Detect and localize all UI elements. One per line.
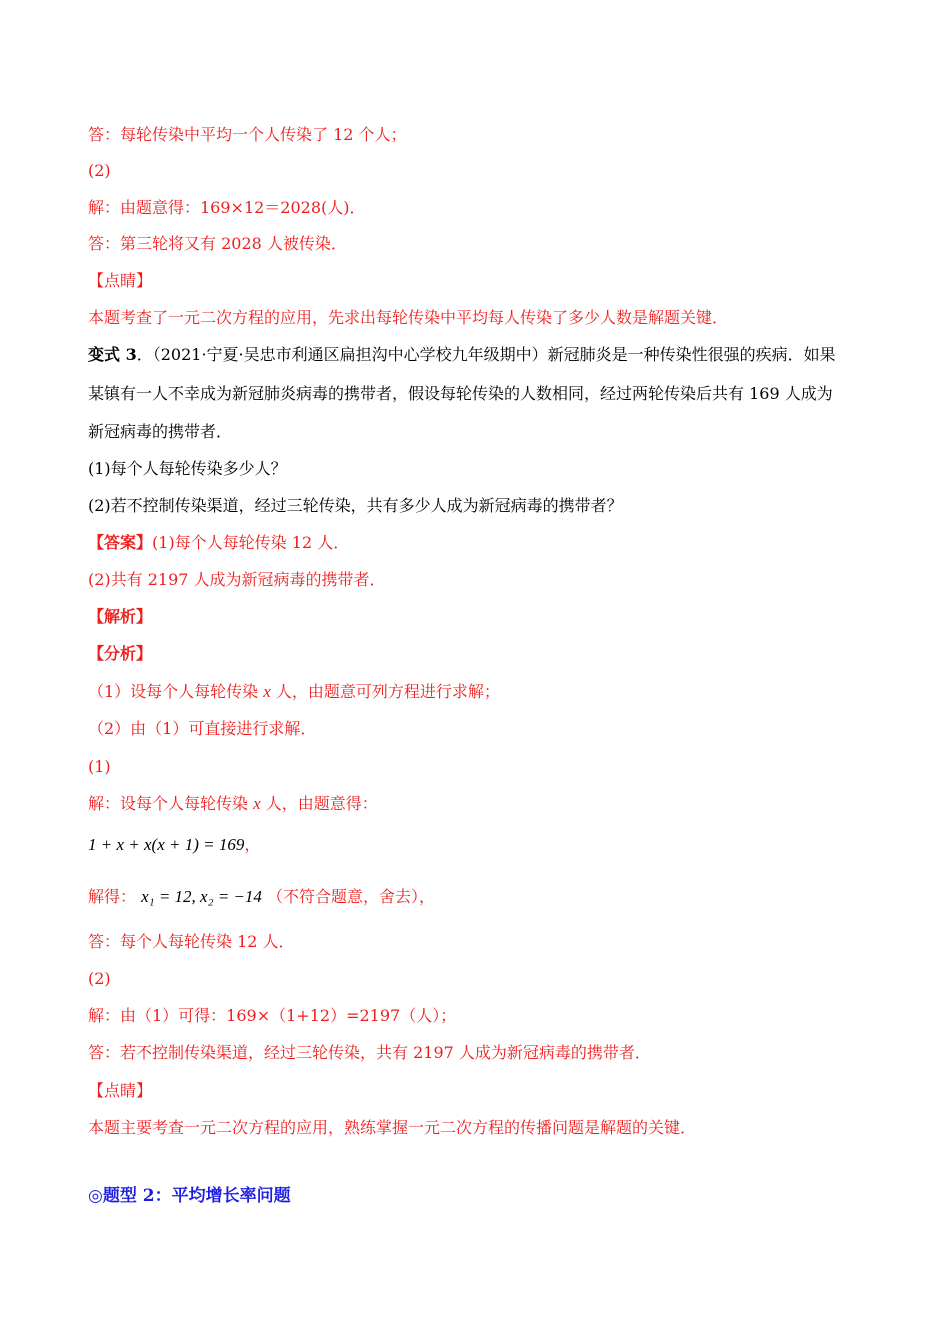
equation-line	[88, 834, 260, 856]
dianjing-text-1: 本题考查了一元二次方程的应用，先求出每轮传染中平均每人传染了多少人数是解题关键．	[88, 308, 729, 327]
roots-equation: x₁ = 12, x₂ = −14	[141, 887, 262, 906]
answer-1: (1)每个人每轮传染 12 人．	[152, 533, 350, 552]
variant-3-line-1	[88, 344, 836, 366]
roots-line	[88, 886, 435, 908]
jiexi-tag: 【解析】	[88, 607, 153, 626]
dianjing-tag-2: 【点睛】	[88, 1081, 153, 1100]
dianjing-tag-1: 【点睛】	[88, 271, 153, 290]
variant-3-line-2: 某镇有一人不幸成为新冠肺炎病毒的携带者，假设每轮传染的人数相同，经过两轮传染后共有 169 人成为	[88, 384, 833, 403]
solution-line-2b: 解：由（1）可得：169×（1+12）=2197（人）；	[88, 1006, 457, 1025]
analysis-line-1	[88, 681, 500, 703]
answer-2: (2)共有 2197 人成为新冠病毒的携带者．	[88, 570, 386, 589]
question-2: (2)若不控制传染渠道，经过三轮传染，共有多少人成为新冠病毒的携带者？	[88, 496, 623, 515]
solution-line-1	[88, 793, 378, 815]
analysis-1-a: （1）设每个人每轮传染	[88, 682, 264, 701]
equation-comma: ，	[244, 835, 261, 854]
answer-tag: 【答案】	[88, 533, 153, 552]
variant-3-text-1: ．（2021·宁夏·吴忠市利通区扁担沟中心学校九年级期中）新冠肺炎是一种传染性很强的疾病．如果	[136, 345, 836, 364]
answer-line-2: 答：第三轮将又有 2028 人被传染．	[88, 234, 347, 253]
solution-1-a: 解：设每个人每轮传染	[88, 794, 254, 813]
dianjing-text-2: 本题主要考查一元二次方程的应用，熟练掌握一元二次方程的传播问题是解题的关键．	[88, 1118, 697, 1137]
roots-label: 解得：	[88, 887, 137, 906]
equation: 1 + x + x(x + 1) = 169	[88, 835, 245, 854]
answer-line-2b: 答：若不控制传染渠道，经过三轮传染，共有 2197 人成为新冠病毒的携带者．	[88, 1043, 651, 1062]
solution-1-b: 人，由题意得：	[260, 794, 378, 813]
analysis-1-b: 人，由题意可列方程进行求解；	[270, 682, 500, 701]
variant-3-label: 变式 3	[88, 345, 137, 364]
solution-line-2: 解：由题意得：169×12＝2028(人)．	[88, 198, 366, 217]
question-1: (1)每个人每轮传染多少人？	[88, 459, 287, 478]
fenxi-tag: 【分析】	[88, 644, 153, 663]
analysis-line-2: （2）由（1）可直接进行求解．	[88, 719, 317, 738]
answer-block	[88, 532, 349, 554]
solution-1-var: x	[253, 794, 261, 813]
analysis-1-var: x	[263, 682, 271, 701]
section-heading: ◎题型 2：平均增长率问题	[88, 1186, 291, 1206]
part-2-label: (2)	[88, 161, 111, 180]
part-2-label-b: (2)	[88, 969, 111, 988]
answer-line-1: 答：每轮传染中平均一个人传染了 12 个人；	[88, 125, 407, 144]
answer-line-1b: 答：每个人每轮传染 12 人．	[88, 932, 295, 951]
part-1-label: (1)	[88, 757, 111, 776]
roots-note: （不符合题意，舍去），	[267, 887, 436, 906]
variant-3-line-3: 新冠病毒的携带者．	[88, 422, 233, 441]
